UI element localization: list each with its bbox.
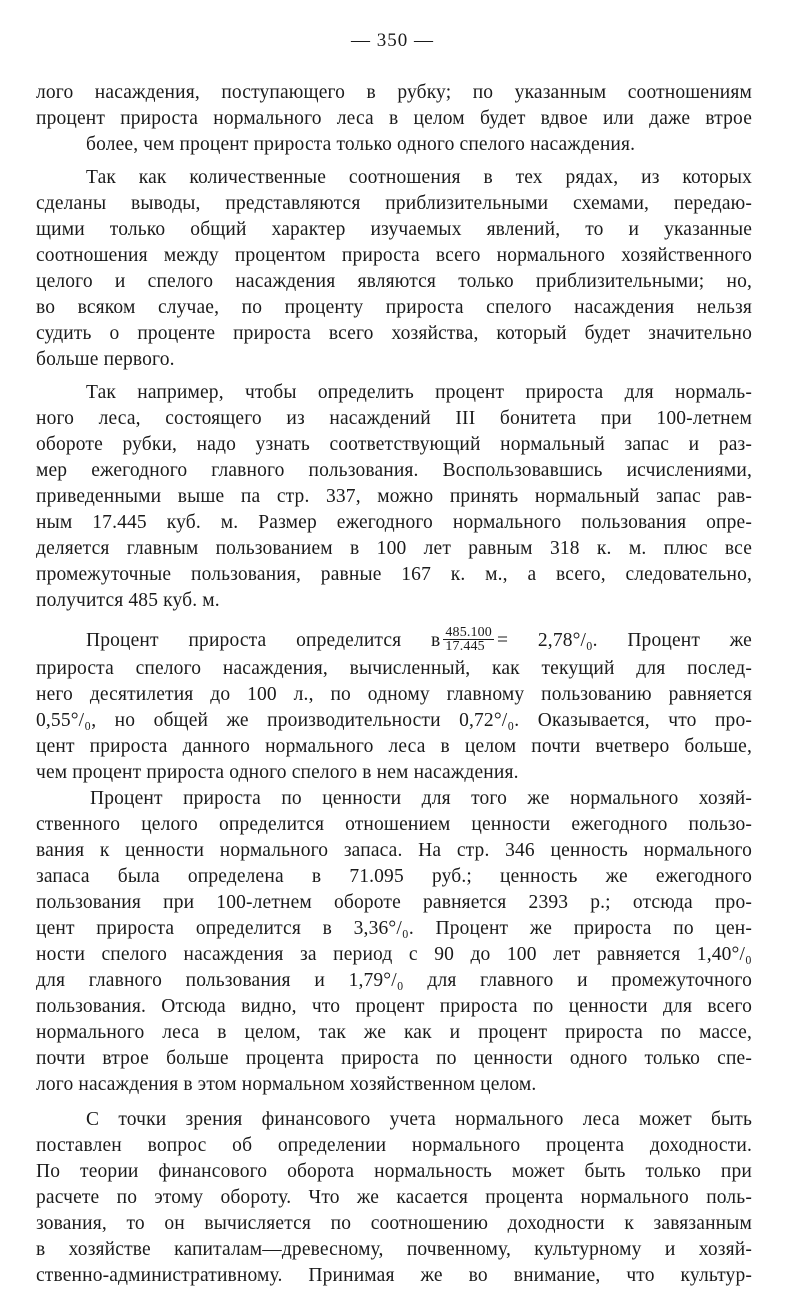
text-line: него десятилетия до 100 л., по одному главному пользованию равняется <box>36 684 752 705</box>
fraction <box>443 626 494 653</box>
paragraph-5 <box>36 786 752 1098</box>
text-line: цент прироста определится в 3,36°/₀. Процент же прироста по цен- <box>36 918 752 939</box>
text-line: более, чем процент прироста только одного спелого насаждения. <box>86 134 636 155</box>
text-line: ного леса, состоящего из насаждений III бонитета при 100-летнем <box>36 408 752 429</box>
fraction-denominator: 17.445 <box>445 639 485 655</box>
text-line: поставлен вопрос об определении нормального процента доходности. <box>36 1135 752 1156</box>
text-line: чем процент прироста одного спелого в нем насаждения. <box>36 762 519 783</box>
text-line: почти втрое больше процента прироста по ценности одного только спе- <box>36 1048 752 1069</box>
text-line: сделаны выводы, представляются приблизительными схемами, передаю- <box>36 193 752 214</box>
percent-sign: °/₀. <box>572 630 598 651</box>
body-text <box>36 80 752 1289</box>
paragraph-6 <box>36 1107 752 1289</box>
formula-line <box>36 626 752 656</box>
text-line: процент прироста нормального леса в целом будет вдвое или даже втрое <box>36 108 752 129</box>
page-number: — 350 — <box>351 30 434 51</box>
text-line: По теории финансового оборота нормальность может быть только при <box>36 1161 752 1182</box>
text-line: 0,55°/₀, но общей же производительности 0,72°/₀. Оказывается, что про- <box>36 710 752 731</box>
text-line: Так например, чтобы определить процент прироста для нормаль- <box>86 382 752 403</box>
text-line: ности спелого насаждения за период с 90 до 100 лет равняется 1,40°/₀ <box>36 944 752 965</box>
text-line: цент прироста данного нормального леса в целом почти вчетверо больше, <box>36 736 752 757</box>
text-line: зования, то он вычисляется по соотношению доходности к завязанным <box>36 1213 752 1234</box>
formula-lead-text: Процент прироста определится в <box>86 630 441 651</box>
formula-tail-text: Процент же <box>627 630 752 651</box>
text-line: пользования. Отсюда видно, что процент прироста по ценности для всего <box>36 996 752 1017</box>
text-line: щими только общий характер изучаемых явлений, то и указанные <box>36 219 752 240</box>
text-line: Так как количественные соотношения в тех рядах, из которых <box>86 167 752 188</box>
text-line: обороте рубки, надо узнать соответствующий нормальный запас и раз- <box>36 434 752 455</box>
text-line: расчете по этому обороту. Что же касается процента нормального поль- <box>36 1187 752 1208</box>
text-line: ным 17.445 куб. м. Размер ежегодного нормального пользования опре- <box>36 512 752 533</box>
text-line: во всяком случае, по проценту прироста спелого насаждения нельзя <box>36 297 752 318</box>
paragraph-4 <box>36 626 752 786</box>
text-line: нормального леса в целом, так же как и процент прироста по массе, <box>36 1022 752 1043</box>
formula-result: = 2,78 <box>496 630 573 651</box>
fraction-numerator: 485.100 <box>445 625 492 641</box>
text-line: больше первого. <box>36 349 175 370</box>
text-line: приведенными выше па стр. 337, можно принять нормальный запас рав- <box>36 486 752 507</box>
text-line: промежуточные пользования, равные 167 к. м., а всего, следовательно, <box>36 564 752 585</box>
text-line: прироста спелого насаждения, вычисленный, как текущий для послед- <box>36 658 752 679</box>
text-line: Процент прироста по ценности для того же нормального хозяй- <box>90 788 752 809</box>
text-line: соотношения между процентом прироста всего нормального хозяйственного <box>36 245 752 266</box>
text-line: судить о проценте прироста всего хозяйства, который будет значительно <box>36 323 752 344</box>
text-line: целого и спелого насаждения являются только приблизительными; но, <box>36 271 752 292</box>
text-line: запаса была определена в 71.095 руб.; ценность же ежегодного <box>36 866 752 887</box>
text-line: лого насаждения в этом нормальном хозяйственном целом. <box>36 1074 537 1095</box>
text-line: для главного пользования и 1,79°/₀ для главного и промежуточного <box>36 970 752 991</box>
paragraph-1 <box>36 80 752 158</box>
text-line: С точки зрения финансового учета нормального леса может быть <box>86 1109 752 1130</box>
text-line: ственного целого определится отношением ценности ежегодного пользо- <box>36 814 752 835</box>
text-line: вания к ценности нормального запаса. На стр. 346 ценность нормального <box>36 840 752 861</box>
text-line: пользования при 100-летнем обороте равняется 2393 р.; отсюда про- <box>36 892 752 913</box>
text-line: лого насаждения, поступающего в рубку; по указанным соотношениям <box>36 82 752 103</box>
text-line: ственно-административному. Принимая же во внимание, что культур- <box>36 1265 752 1286</box>
paragraph-3 <box>36 380 752 614</box>
text-line: получится 485 куб. м. <box>36 590 220 611</box>
text-line: деляется главным пользованием в 100 лет равным 318 к. м. плюс все <box>36 538 752 559</box>
text-line: в хозяйстве капиталам—древесному, почвенному, культурному и хозяй- <box>36 1239 752 1260</box>
paragraph-2 <box>36 165 752 373</box>
text-line: мер ежегодного главного пользования. Воспользовавшись исчислениями, <box>36 460 752 481</box>
